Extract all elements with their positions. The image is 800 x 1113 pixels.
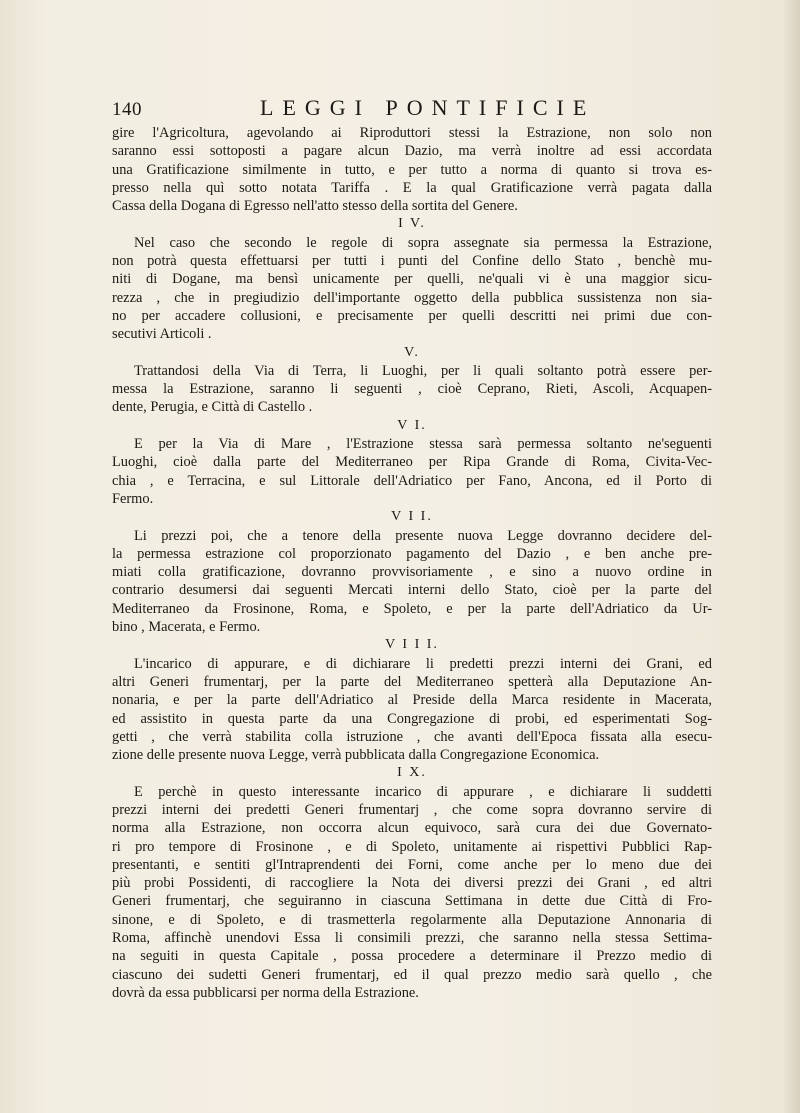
text-line: na seguiti in questa Capitale , possa procedere a determinare il Prezzo medio di: [112, 948, 712, 965]
page-number: 140: [112, 99, 142, 120]
text-line: Cassa della Dogana di Egresso nell'atto stesso della sortita del Genere.: [112, 198, 518, 215]
article-heading-v: V.: [404, 344, 420, 360]
text-line: zione delle presente nuova Legge, verrà pubblicata dalla Congregazione Economica.: [112, 747, 600, 764]
article-heading-vi: V I.: [397, 417, 427, 433]
text-line: sinone, e di Spoleto, e di trasmetterla regolarmente alla Deputazione Annonaria di: [112, 911, 712, 928]
text-line: niti di Dogane, ma bensì unicamente per quelli, ne'quali vi è una maggior sicu-: [112, 271, 712, 288]
article-heading-iv: I V.: [398, 216, 426, 232]
text-line: prezzi interni dei predetti Generi frumentarj , che come sopra dovranno servire di: [112, 801, 712, 818]
text-line: getti , che verrà stabilita colla istruzione , che avanti dell'Epoca fissata alla esecu-: [112, 728, 712, 745]
text-line: E per la Via di Mare , l'Estrazione stessa sarà permessa soltanto ne'seguenti: [134, 436, 712, 453]
text-line: E perchè in questo interessante incarico di appurare , e dichiarare li suddetti: [134, 783, 712, 800]
text-line: L'incarico di appurare, e di dichiarare li predetti prezzi interni dei Grani, ed: [134, 655, 712, 672]
text-line: altri Generi frumentarj, per la parte del Mediterraneo spetterà alla Deputazione An-: [112, 673, 712, 690]
text-line: dente, Perugia, e Città di Castello .: [112, 399, 313, 416]
running-title: LEGGI PONTIFICIE: [260, 95, 596, 120]
text-line: ri pro tempore di Frosinone , e di Spoleto, unitamente ai rispettivi Pubblici Rap-: [112, 838, 712, 855]
text-line: nonaria, e per la parte dell'Adriatico al Preside della Marca residente in Macerata,: [112, 692, 712, 709]
body-text: [112, 124, 712, 1002]
article-heading-ix: I X.: [397, 765, 427, 781]
text-line: Luoghi, cioè dalla parte del Mediterraneo per Ripa Grande di Roma, Civita-Vec-: [112, 454, 712, 471]
article-heading-viii: V I I I.: [385, 637, 439, 653]
text-line: saranno essi sottoposti a pagare alcun Dazio, ma verrà inoltre ad essi accordata: [112, 143, 712, 160]
text-line: Fermo.: [112, 490, 154, 507]
text-line: una Gratificazione similmente in tutto, e per tutto a norma di quanto si trova es-: [112, 161, 712, 178]
text-line: Generi frumentarj, che seguiranno in ciascuna Settimana in dette due Città di Fro-: [112, 893, 712, 910]
text-line: presso nella quì sotto notata Tariffa . E la qual Gratificazione verrà pagata dalla: [112, 179, 712, 196]
text-line: contrario desumersi dai seguenti Mercati interni dello Stato, cioè per la parte del: [112, 582, 712, 599]
text-line: gire l'Agricoltura, agevolando ai Riproduttori stessi la Estrazione, non solo non: [112, 125, 712, 141]
text-line: ciascuno dei sudetti Generi frumentarj, ed il qual prezzo medio sarà quello , che: [112, 966, 712, 983]
article-heading-vii: V I I.: [391, 509, 433, 525]
text-line: chia , e Terracina, e sul Littorale dell'Adriatico per Fano, Ancona, ed il Porto di: [112, 472, 712, 489]
text-line: la permessa estrazione col proporzionato pagamento del Dazio , e ben anche pre-: [112, 545, 712, 562]
text-line: dovrà da essa pubblicarsi per norma della Estrazione.: [112, 984, 419, 1001]
text-line: norma alla Estrazione, non occorra alcun equivoco, sarà cura dei due Governato-: [112, 820, 712, 837]
text-line: secutivi Articoli .: [112, 326, 212, 343]
text-line: non potrà questa effettuarsi per tutti i punti del Confine dello Stato , benchè mu-: [112, 253, 712, 270]
text-line: messa la Estrazione, saranno li seguenti , cioè Ceprano, Rieti, Ascoli, Acquapen-: [112, 381, 712, 398]
text-line: Mediterraneo da Frosinone, Roma, e Spoleto, e per la parte dell'Adriatico da Ur-: [112, 600, 712, 617]
text-line: bino , Macerata, e Fermo.: [112, 619, 261, 636]
text-line: più probi Possidenti, di raccogliere la Nota dei diversi prezzi dei Grani , ed altri: [112, 875, 712, 892]
text-line: Li prezzi poi, che a tenore della presente nuova Legge dovranno decidere del-: [134, 527, 712, 544]
page-edge-shadow: [782, 0, 800, 1113]
text-line: no per accadere collusioni, e precisamente per quelli descritti nei primi due con-: [112, 307, 712, 324]
text-line: Roma, affinchè unendovi Essa li consimili prezzi, che saranno nella stessa Settima-: [112, 930, 712, 947]
text-line: Nel caso che secondo le regole di sopra assegnate sia permessa la Estrazione,: [134, 234, 712, 251]
text-line: miati colla gratificazione, dovranno provvisoriamente , e sino a nuovo ordine in: [112, 564, 712, 581]
text-line: presentanti, e sentiti gl'Intraprendenti dei Forni, come anche per lo meno due dei: [112, 856, 712, 873]
text-line: Trattandosi della Via di Terra, li Luoghi, per li quali soltanto potrà essere per-: [134, 362, 712, 379]
text-line: ed assistito in questa parte da una Congregazione di probi, ed esperimentati Sog-: [112, 710, 712, 727]
text-line: rezza , che in pregiudizio dell'importante oggetto della pubblica sussistenza non sia-: [112, 289, 712, 306]
page-header: [112, 95, 712, 125]
